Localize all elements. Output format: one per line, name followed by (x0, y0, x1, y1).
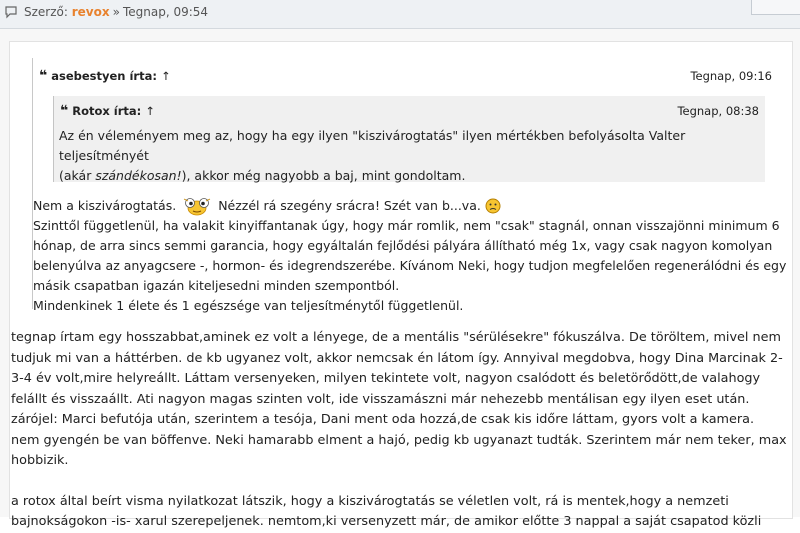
post-text (11, 328, 791, 533)
outer-quote (32, 58, 787, 313)
post-line: a rotox által beírt visma nyilatkozat látszik, hogy a kiszivárogtatás se véletlen volt, rá is mentek,hogy a nemzeti (11, 493, 729, 509)
reply-line: másik csapatban igazán kiteljesedni minden szempontból. (33, 278, 400, 293)
speech-bubble-icon (4, 5, 18, 19)
reply-line: Szinttől függetlenül, ha valakit kinyiffantanak úgy, hogy már romlik, nem "csak" stagnál, onnan visszajönni minimum 6 (33, 218, 780, 233)
outer-quote-jump-link[interactable]: ↑ (160, 69, 171, 83)
quote-icon: ❝ (39, 68, 48, 84)
post-time: Tegnap, 09:54 (122, 5, 209, 19)
inner-quote (53, 96, 765, 182)
sad-face-icon (485, 198, 501, 214)
inner-quote-time: Tegnap, 08:38 (677, 104, 759, 118)
inner-quote-author: Rotox írta: (72, 104, 142, 118)
reply-line: hónap, de arra sincs semmi garancia, hogy egyáltalán fejlődési pályára állítható még 1x, vagy csak nagyon komolyan (33, 238, 773, 253)
inner-quote-line: (akár szándékosan!), akkor még nagyobb a baj, mint gondoltam. (59, 168, 466, 183)
post-line: zárójel: Marci befutója után, szerintem a tesója, Dani ment oda hozzá,de csak kis időre láttam, gyors volt a kamera. (11, 412, 755, 427)
post-body-area (0, 29, 800, 529)
inner-quote-header (60, 102, 759, 120)
quote-icon: ❝ (60, 103, 69, 119)
outer-quote-author: asebestyen írta: (51, 69, 157, 83)
post-line: tudjuk mi van a háttérben. de kb ugyanez volt, akkor nemcsak én látom így. Annyival megdobva, hogy Dina Marcinak 2- (11, 350, 783, 366)
post-header (0, 0, 800, 29)
post-content (9, 41, 793, 529)
inner-quote-line: Az én véleményem meg az, hogy ha egy ilyen "kiszivárogtatás" ilyen mértékben befolyásolta Valter teljesítményét (59, 128, 686, 163)
eyes-emoji-icon (182, 196, 212, 216)
reply-line: belenyúlva az anyagcsere -, hormon- és idegrendszerébe. Kívánom Neki, hogy tudjon megfelelően regenerálódni és egy (33, 258, 787, 273)
reply-line: Nem a kiszivárogtatás. Nézzél rá szegény srácra! Szét van b...va. (33, 196, 763, 216)
post-line: bajnokságokon -is- xarul szerepeljenek. nemtom,ki versenyzett már, de amikor előtte 3 nappal a saját csapatod közli (11, 514, 762, 529)
author-prefix: Szerző: (24, 5, 68, 19)
outer-quote-text (33, 196, 787, 316)
author-link[interactable]: revox (71, 5, 110, 19)
post-line: 3-4 év volt,mire helyreállt. Láttam versenyeken, milyen tekintete volt, nagyon csalódott és beletörődött,de valahogy (11, 371, 761, 386)
inner-quote-text (59, 126, 759, 186)
post-line: hobbizik. (11, 453, 69, 468)
inner-quote-jump-link[interactable]: ↑ (145, 104, 155, 118)
outer-quote-header (39, 67, 772, 85)
outer-quote-time: Tegnap, 09:16 (690, 69, 772, 83)
header-separator: » (112, 5, 120, 19)
header-corner-button[interactable] (751, 0, 800, 15)
post-line: tegnap írtam egy hosszabbat,aminek ez volt a lényege, de a mentális "sérülésekre" fókuszálva. De töröltem, mivel nem (11, 330, 782, 345)
reply-line: Mindenkinek 1 élete és 1 egészsége van teljesítménytől függetlenül. (33, 298, 464, 313)
post-line: nem gyengén be van böffenve. Neki hamarabb elment a hajó, pedig kb ugyanazt tudták. Szerintem már nem teker, max (11, 432, 787, 448)
post-line: felállt és visszaállt. Ati nagyon magas szinten volt, ide visszamászni már nehezebb mentálisan egy ilyen eset után. (11, 391, 750, 407)
